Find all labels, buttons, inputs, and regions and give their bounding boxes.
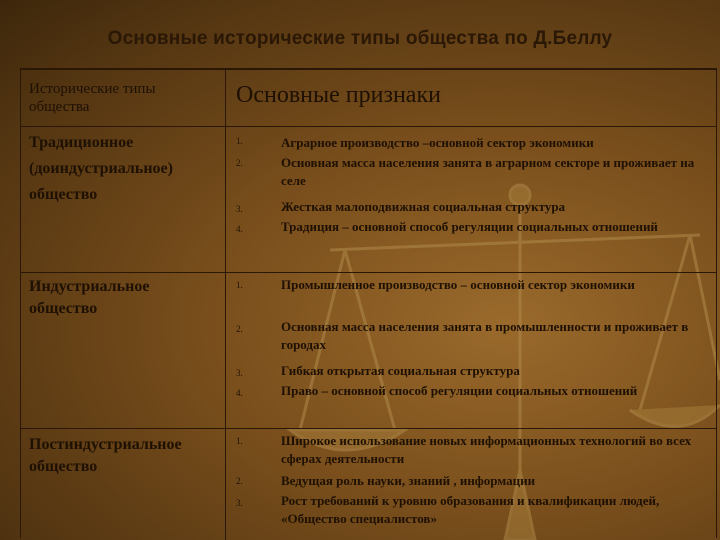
item-number: 2. <box>236 158 243 168</box>
feature-item: Право – основной способ регуляции социальных отношений <box>281 383 638 398</box>
header-left-line: Исторические типы <box>29 81 156 97</box>
table-row-postindustrial <box>21 428 716 540</box>
feature-item: Ведущая роль науки, знаний , информации <box>281 473 536 488</box>
society-types-table <box>20 68 717 538</box>
feature-item: Основная масса населения занята в аграрном секторе и проживает на селе <box>281 155 695 188</box>
society-name-cell <box>21 272 226 428</box>
item-number: 2. <box>236 324 243 334</box>
item-number: 2. <box>236 476 243 486</box>
header-left-line: общества <box>29 99 90 115</box>
item-number: 1. <box>236 280 243 290</box>
society-name-line: общество <box>29 458 98 475</box>
society-name-line: Постиндустриальное <box>29 436 182 453</box>
feature-item: Жесткая малоподвижная социальная структура <box>281 199 566 214</box>
feature-item: Гибкая открытая социальная структура <box>281 363 520 378</box>
item-number: 3. <box>236 368 243 378</box>
header-right-cell: Основные признаки <box>236 82 441 108</box>
society-name-line: Индустриальное <box>29 278 150 295</box>
table-row-industrial <box>21 272 716 429</box>
society-name-line: (доиндустриальное) <box>29 160 173 177</box>
feature-item: Традиция – основной способ регуляции социальных отношений <box>281 219 658 234</box>
society-name-line: общество <box>29 300 98 317</box>
header-left-cell <box>21 70 226 126</box>
feature-item: Аграрное производство –основной сектор экономики <box>281 135 594 150</box>
society-name-line: Традиционное <box>29 134 134 151</box>
table-row-traditional <box>21 126 716 273</box>
item-number: 1. <box>236 436 243 446</box>
item-number: 3. <box>236 204 243 214</box>
society-name-cell <box>21 428 226 540</box>
slide-title: Основные исторические типы общества по Д.Беллу <box>107 28 613 49</box>
item-number: 4. <box>236 388 243 398</box>
item-number: 4. <box>236 224 243 234</box>
item-number: 1. <box>236 136 243 146</box>
society-name-line: общество <box>29 186 98 203</box>
table-header-row <box>21 70 716 127</box>
society-name-cell <box>21 126 226 272</box>
item-number: 3. <box>236 498 243 508</box>
feature-item: Широкое использование новых информационных технологий во всех сферах деятельности <box>281 433 692 466</box>
feature-item: Рост требований к уровню образования и квалификации людей, «Общество специалистов» <box>281 493 660 526</box>
feature-item: Основная масса населения занята в промышленности и проживает в городах <box>281 319 689 352</box>
feature-item: Промышленное производство – основной сектор экономики <box>281 277 635 292</box>
